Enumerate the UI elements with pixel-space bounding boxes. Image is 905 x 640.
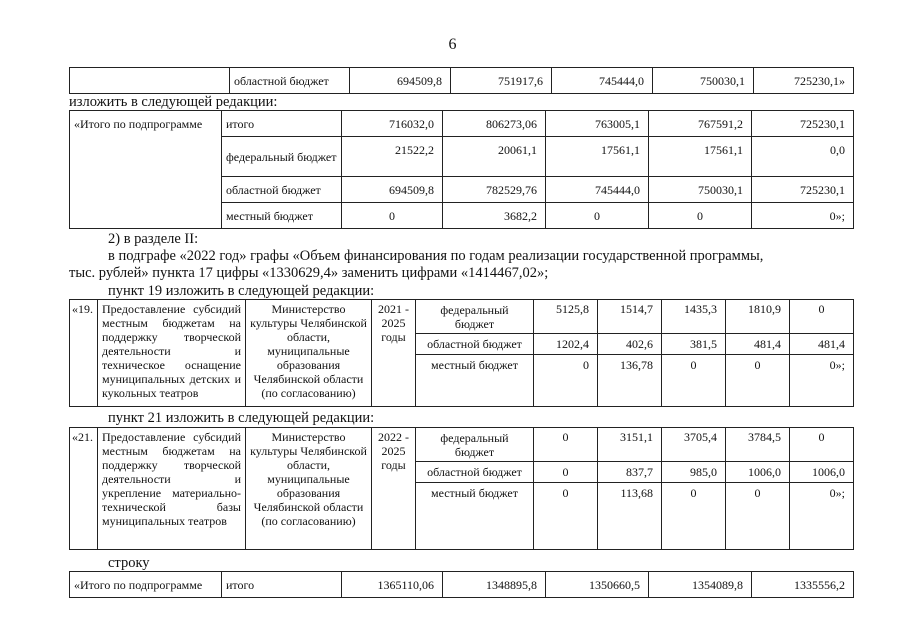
value-cell: 0: [534, 462, 598, 483]
value-cell: 1350660,5: [546, 572, 649, 598]
value-cell: 402,6: [598, 334, 662, 355]
value-cell: 0»;: [790, 483, 854, 550]
value-cell: 17561,1: [546, 137, 649, 177]
value-cell: 782529,76: [443, 177, 546, 203]
value-cell: 481,4: [790, 334, 854, 355]
p21-index: «21.: [70, 428, 98, 550]
value-cell: 1006,0: [790, 462, 854, 483]
value-cell: 745444,0: [552, 68, 653, 94]
value-cell: 1435,3: [662, 300, 726, 334]
p19-table: [69, 299, 854, 407]
p21-name: Предоставление субсидий местным бюджетам на поддержку творческой деятельности и укрепление материально-технической базы муниципальных театров: [98, 428, 246, 550]
p21-intro: пункт 21 изложить в следующей редакции:: [108, 410, 375, 426]
stroku-text: строку: [108, 555, 150, 571]
value-cell: 17561,1: [649, 137, 752, 177]
value-cell: 767591,2: [649, 111, 752, 137]
value-cell: 694509,8: [350, 68, 451, 94]
itogo-first-cell: «Итого по подпрограмме: [70, 572, 222, 598]
row-label: местный бюджет: [416, 355, 534, 407]
value-cell: 0»;: [752, 203, 854, 229]
value-cell: 1006,0: [726, 462, 790, 483]
replace-intro: изложить в следующей редакции:: [69, 94, 278, 110]
row-label: областной бюджет: [222, 177, 342, 203]
page-number: 6: [448, 36, 457, 53]
value-cell: 0: [546, 203, 649, 229]
value-cell: 0: [790, 300, 854, 334]
value-cell: 113,68: [598, 483, 662, 550]
row-label: итого: [222, 572, 342, 598]
section2-heading: 2) в разделе II:: [108, 231, 199, 247]
section2-paragraph-line1: в подграфе «2022 год» графы «Объем финансирования по годам реализации государственной программы,: [108, 248, 764, 264]
p19-index: «19.: [70, 300, 98, 407]
value-cell: 751917,6: [451, 68, 552, 94]
value-cell: 136,78: [598, 355, 662, 407]
value-cell: 0: [649, 203, 752, 229]
value-cell: 3784,5: [726, 428, 790, 462]
value-cell: 0: [662, 355, 726, 407]
p19-executor: Министерство культуры Челябинской области, муниципальные образования Челябинской области (по согласованию): [246, 300, 372, 407]
p21-table: [69, 427, 854, 550]
value-cell: 1810,9: [726, 300, 790, 334]
p21-executor: Министерство культуры Челябинской области, муниципальные образования Челябинской области (по согласованию): [246, 428, 372, 550]
value-cell: 0: [534, 483, 598, 550]
value-cell: 1365110,06: [342, 572, 443, 598]
value-cell: 1348895,8: [443, 572, 546, 598]
value-cell: 1514,7: [598, 300, 662, 334]
value-cell: 750030,1: [653, 68, 754, 94]
itogo-table: [69, 110, 854, 229]
row-label: областной бюджет: [416, 462, 534, 483]
value-cell: 694509,8: [342, 177, 443, 203]
value-cell: 1202,4: [534, 334, 598, 355]
value-cell: 763005,1: [546, 111, 649, 137]
row-label: областной бюджет: [416, 334, 534, 355]
value-cell: 3682,2: [443, 203, 546, 229]
row-label: федеральный бюджет: [416, 428, 534, 462]
value-cell: 0: [534, 355, 598, 407]
value-cell: 0: [726, 355, 790, 407]
value-cell: 1354089,8: [649, 572, 752, 598]
value-cell: 725230,1»: [754, 68, 854, 94]
top-continuation-table: [69, 67, 854, 94]
p19-intro: пункт 19 изложить в следующей редакции:: [108, 283, 375, 299]
value-cell: 806273,06: [443, 111, 546, 137]
row-label: федеральный бюджет: [416, 300, 534, 334]
value-cell: 21522,2: [342, 137, 443, 177]
row-label: областной бюджет: [230, 68, 350, 94]
value-cell: 0»;: [790, 355, 854, 407]
value-cell: 0,0: [752, 137, 854, 177]
itogo-first-cell: «Итого по подпрограмме: [70, 111, 222, 229]
value-cell: 5125,8: [534, 300, 598, 334]
row-label: местный бюджет: [222, 203, 342, 229]
empty-cell: [70, 68, 230, 94]
value-cell: 725230,1: [752, 177, 854, 203]
p21-years: 2022 - 2025 годы: [372, 428, 416, 550]
value-cell: 750030,1: [649, 177, 752, 203]
section2-paragraph-line2: тыс. рублей» пункта 17 цифры «1330629,4» заменить цифрами «1414467,02»;: [69, 265, 549, 281]
value-cell: 381,5: [662, 334, 726, 355]
bottom-itogo-table: [69, 571, 854, 598]
p19-years: 2021 - 2025 годы: [372, 300, 416, 407]
value-cell: 3151,1: [598, 428, 662, 462]
value-cell: 0: [534, 428, 598, 462]
p19-name: Предоставление субсидий местным бюджетам на поддержку творческой деятельности и техническое оснащение муниципальных детских и кукольных театров: [98, 300, 246, 407]
value-cell: 20061,1: [443, 137, 546, 177]
row-label: итого: [222, 111, 342, 137]
value-cell: 3705,4: [662, 428, 726, 462]
row-label: федеральный бюджет: [222, 137, 342, 177]
value-cell: 481,4: [726, 334, 790, 355]
value-cell: 725230,1: [752, 111, 854, 137]
value-cell: 745444,0: [546, 177, 649, 203]
value-cell: 716032,0: [342, 111, 443, 137]
value-cell: 1335556,2: [752, 572, 854, 598]
value-cell: 0: [726, 483, 790, 550]
value-cell: 0: [790, 428, 854, 462]
value-cell: 0: [662, 483, 726, 550]
value-cell: 837,7: [598, 462, 662, 483]
row-label: местный бюджет: [416, 483, 534, 550]
value-cell: 985,0: [662, 462, 726, 483]
value-cell: 0: [342, 203, 443, 229]
